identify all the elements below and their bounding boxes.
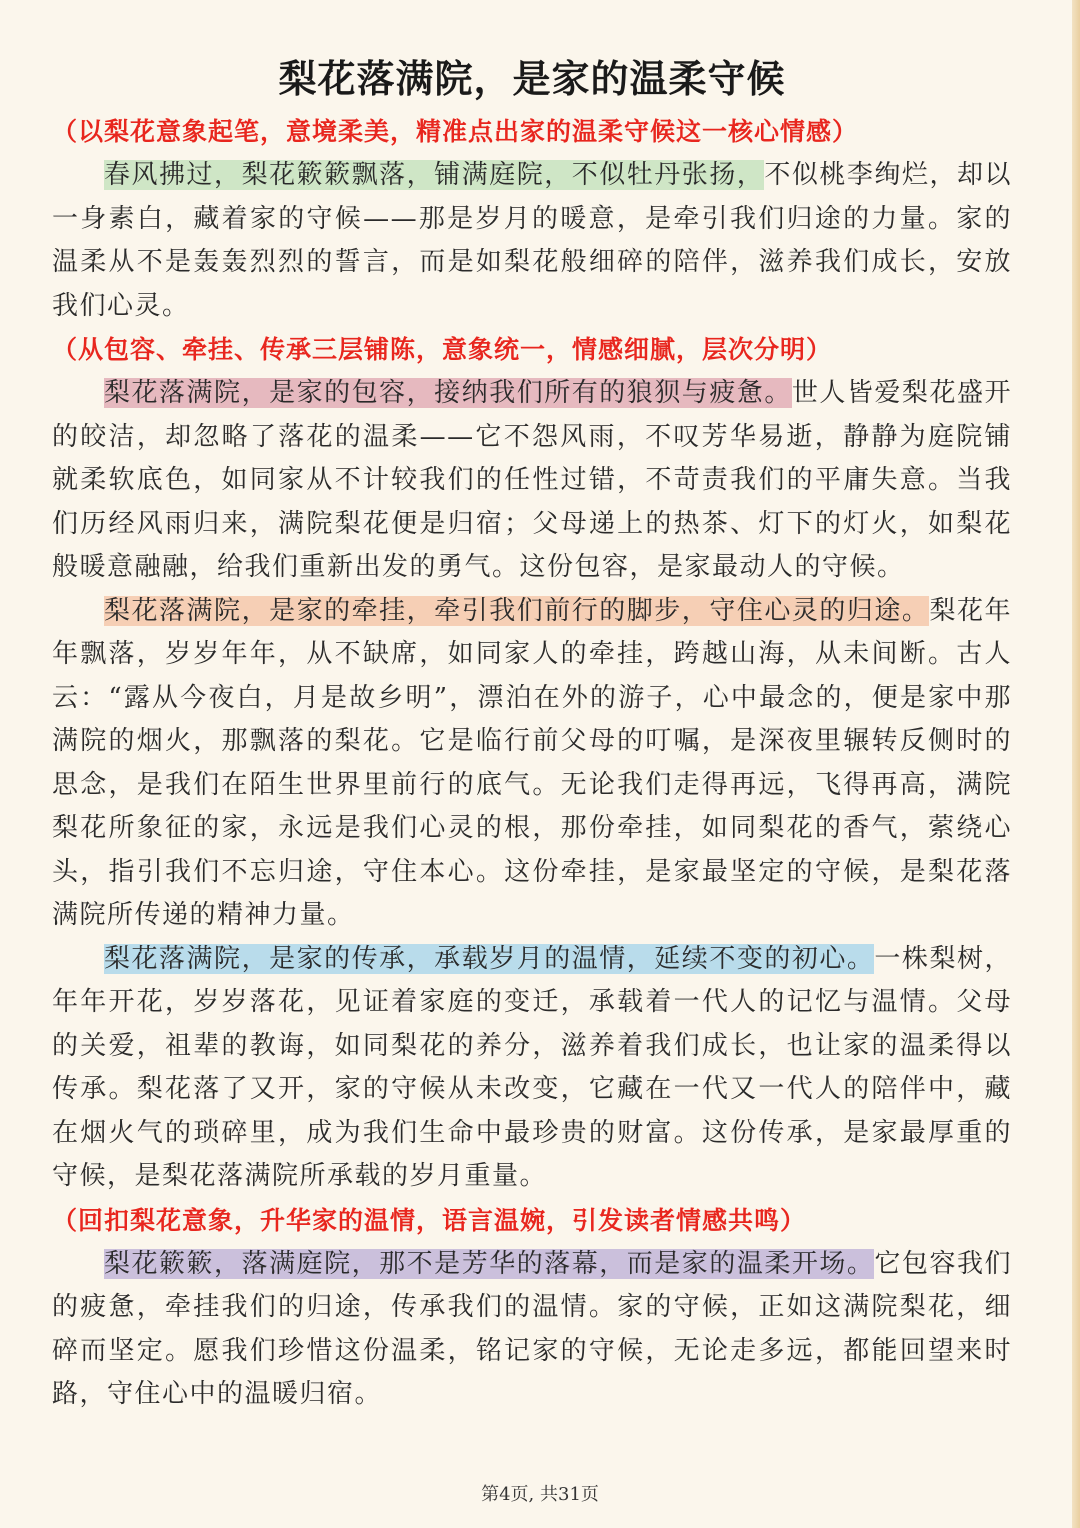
page-number: 第4页, 共31页 [481, 1484, 599, 1505]
highlighted-sentence: 春风拂过，梨花簌簌飘落，铺满庭院，不似牡丹张扬， [104, 160, 765, 190]
paragraph-intro [52, 154, 1012, 328]
annotation-note: （以梨花意象起笔，意境柔美，精准点出家的温柔守候这一核心情感） [52, 117, 859, 146]
highlighted-sentence: 梨花落满院，是家的牵挂，牵引我们前行的脚步，守住心灵的归途。 [104, 595, 930, 626]
paragraph-inheritance [52, 938, 1012, 1199]
paragraph-text: 梨花年年飘落，岁岁年年，从不缺席，如同家人的牵挂，跨越山海，从未间断。古人云：“露从今夜白，月是故乡明”，漂泊在外的游子，心中最念的，便是家中那满院的烟火，那飘落的梨花。它是临行前父母的叮嘱，是深夜里辗转反侧时的思念，是我们在陌生世界里前行的底气。无论我们走得再远，飞得再高，满院梨花所象征的家，永远是我们心灵的根，那份牵挂，如同梨花的香气，萦绕心头，指引我们不忘归途，守住本心。这份牵挂，是家最坚定的守候，是梨花落满院所传递的精神力量。 [52, 595, 1012, 930]
paragraph-longing [52, 590, 1012, 938]
document-page [52, 52, 1012, 1417]
paragraph-text: 世人皆爱梨花盛开的皎洁，却忽略了落花的温柔——它不怨风雨，不叹芳华易逝，静静为庭院铺就柔软底色，如同家从不计较我们的任性过错，不苛责我们的平庸失意。当我们历经风雨归来，满院梨花便是归宿；父母递上的热茶、灯下的灯火，如梨花般暖意融融，给我们重新出发的勇气。这份包容，是家最动人的守候。 [52, 378, 1012, 582]
page-edge [1072, 0, 1080, 1528]
paragraph-conclusion [52, 1243, 1012, 1417]
annotation-note: （回扣梨花意象，升华家的温情，语言温婉，引发读者情感共鸣） [52, 1205, 807, 1235]
paragraph-text: 不似桃李绚烂，却以一身素白，藏着家的守候——那是岁月的暖意，是牵引我们归途的力量。家的温柔从不是轰轰烈烈的誓言，而是如梨花般细碎的陪伴，滋养我们成长，安放我们心灵。 [52, 160, 1012, 321]
paragraph-text: 一株梨树，年年开花，岁岁落花，见证着家庭的变迁，承载着一代人的记忆与温情。父母的关爱，祖辈的教诲，如同梨花的养分，滋养着我们成长，也让家的温柔得以传承。梨花落了又开，家的守候从未改变，它藏在一代又一代人的陪伴中，藏在烟火气的琐碎里，成为我们生命中最珍贵的财富。这份传承，是家最厚重的守候，是梨花落满院所承载的岁月重量。 [52, 943, 1012, 1191]
paragraph-tolerance [52, 372, 1012, 590]
highlighted-sentence: 梨花簌簌，落满庭院，那不是芳华的落幕，而是家的温柔开场。 [104, 1248, 875, 1279]
annotation-note: （从包容、牵挂、传承三层铺陈，意象统一，情感细腻，层次分明） [52, 335, 833, 364]
paragraph-text: 它包容我们的疲惫，牵挂我们的归途，传承我们的温情。家的守候，正如这满院梨花，细碎而坚定。愿我们珍惜这份温柔，铭记家的守候，无论走多远，都能回望来时路，守住心中的温暖归宿。 [52, 1248, 1012, 1409]
highlighted-sentence: 梨花落满院，是家的包容，接纳我们所有的狼狈与疲惫。 [104, 378, 792, 408]
highlighted-sentence: 梨花落满院，是家的传承，承载岁月的温情，延续不变的初心。 [104, 943, 875, 974]
page-title: 梨花落满院，是家的温柔守候 [278, 57, 786, 101]
